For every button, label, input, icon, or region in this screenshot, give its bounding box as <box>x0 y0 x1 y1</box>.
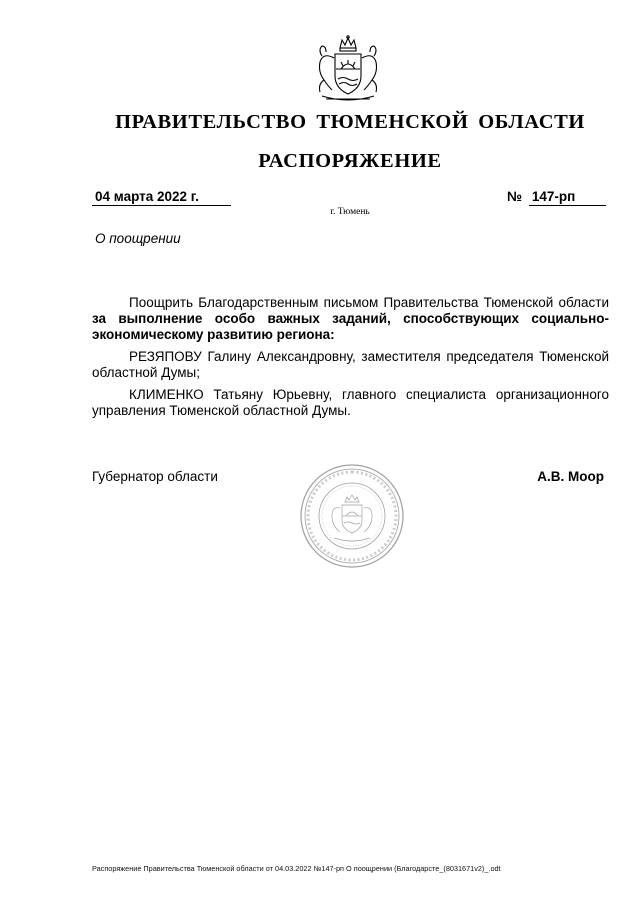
paragraph-3: КЛИМЕНКО Татьяну Юрьевну, главного специалиста организационного управления Тюменской областной Думы. <box>92 387 609 418</box>
document-type: РАСПОРЯЖЕНИЕ <box>258 150 442 172</box>
city: г. Тюмень <box>330 207 370 217</box>
document-number <box>507 188 606 206</box>
document-body <box>92 295 609 425</box>
paragraph-2: РЕЗЯПОВУ Галину Александровну, заместителя председателя Тюменской областной Думы; <box>92 349 609 380</box>
document-date: 04 марта 2022 г. <box>92 188 231 206</box>
paragraph-1 <box>92 295 609 343</box>
paragraph-1-text: Поощрить Благодарственным письмом Правительства Тюменской области <box>129 295 609 310</box>
paragraph-1-bold: за выполнение особо важных заданий, способствующих социально-экономическому развитию региона: <box>92 311 609 342</box>
number-sign: № <box>507 189 523 204</box>
official-seal-icon <box>298 462 406 570</box>
government-title: ПРАВИТЕЛЬСТВО ТЮМЕНСКОЙ ОБЛАСТИ <box>115 111 585 133</box>
coat-of-arms-icon <box>308 34 388 104</box>
signer-position: Губернатор области <box>92 469 218 484</box>
number-value: 147-рп <box>529 188 606 206</box>
document-footer: Распоряжение Правительства Тюменской области от 04.03.2022 №147-рп О поощрении (Благодарсте_(8031671v2)_.odt <box>92 864 501 873</box>
signer-name: А.В. Моор <box>537 469 604 484</box>
document-subject: О поощрении <box>95 231 181 246</box>
